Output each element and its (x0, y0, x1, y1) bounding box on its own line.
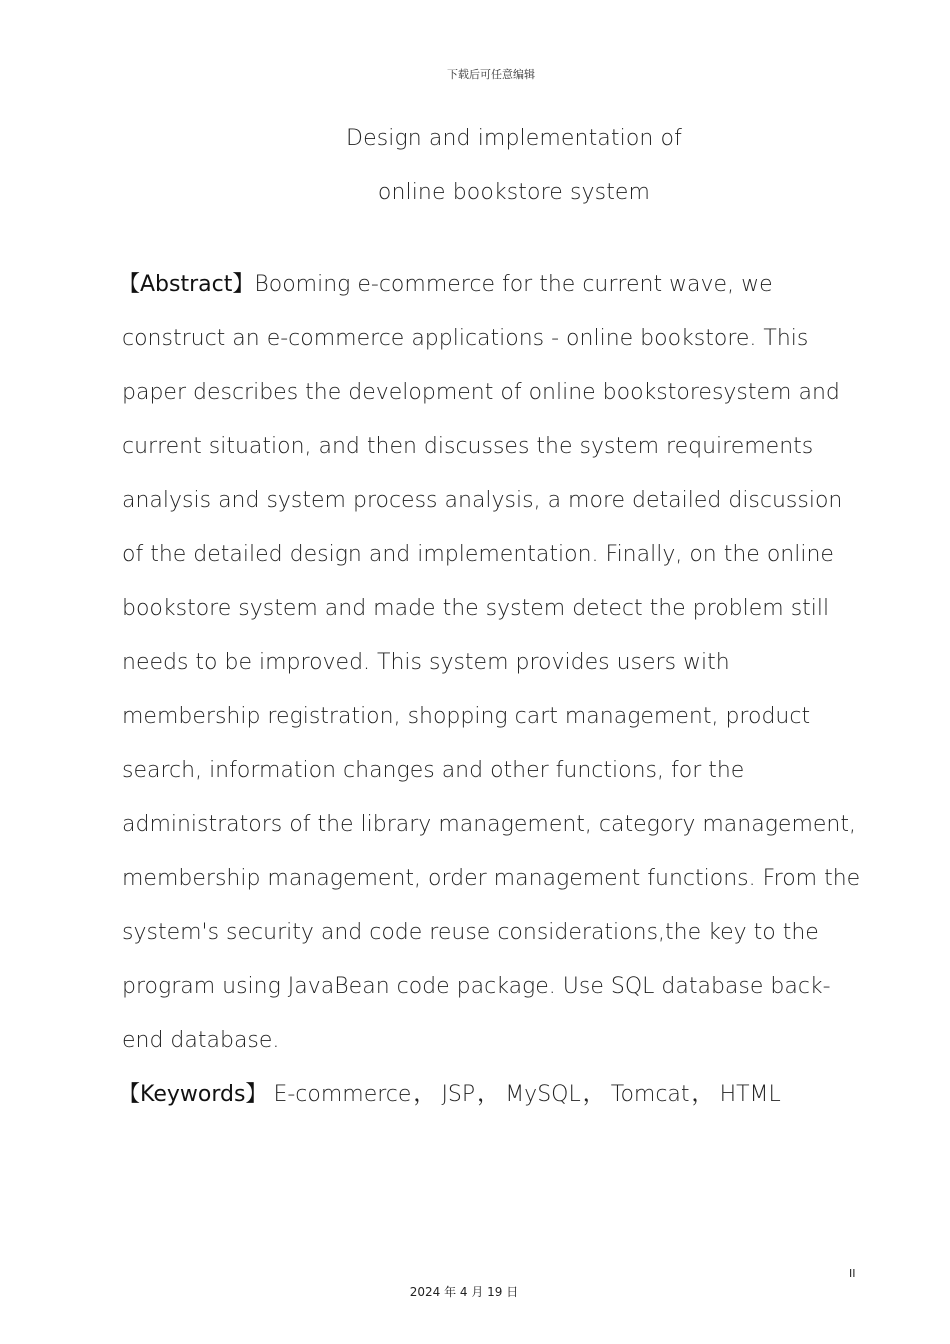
keywords-label: 【Keywords】 (118, 1082, 268, 1107)
header-note: 下载后可任意编辑 (447, 68, 535, 81)
keyword-separator: ， (477, 1082, 500, 1107)
keywords-line (118, 1068, 862, 1122)
abstract-paragraph (118, 258, 862, 1068)
abstract-text: Booming e-commerce for the current wave, we construct an e-commerce applications - online bookstore. This paper describes the development of online bookstoresystem and current situation, and then discusses the system requirements analysis and system process analysis, a more detailed discussion of the detailed design and implementation. Finally, on the online bookstore system and made the system detect the problem still needs to be improved. This system provides users with membership registration, shopping cart management, product search, information changes and other functions, for the administrators of the library management, category management, membership management, order management functions. From the system's security and code reuse considerations,the key to the program using JavaBean code package. Use SQL database back-end database. (122, 272, 861, 1053)
keyword-separator: ， (413, 1082, 436, 1107)
abstract-section (118, 258, 862, 1122)
keyword-item: E-commerce (273, 1082, 412, 1107)
title-line-2: online bookstore system (377, 180, 651, 205)
keyword-separator: ， (582, 1082, 605, 1107)
keyword-item: Tomcat (610, 1082, 690, 1107)
page-number: II (849, 1267, 856, 1280)
footer-date: 2024 年 4 月 19 日 (409, 1285, 519, 1299)
abstract-label: 【Abstract】 (118, 272, 255, 297)
keyword-separator: ， (691, 1082, 714, 1107)
keyword-item: MySQL (505, 1082, 581, 1107)
title-line-1: Design and implementation of (346, 126, 682, 151)
keyword-item: JSP (441, 1082, 476, 1107)
keyword-item: HTML (719, 1082, 781, 1107)
